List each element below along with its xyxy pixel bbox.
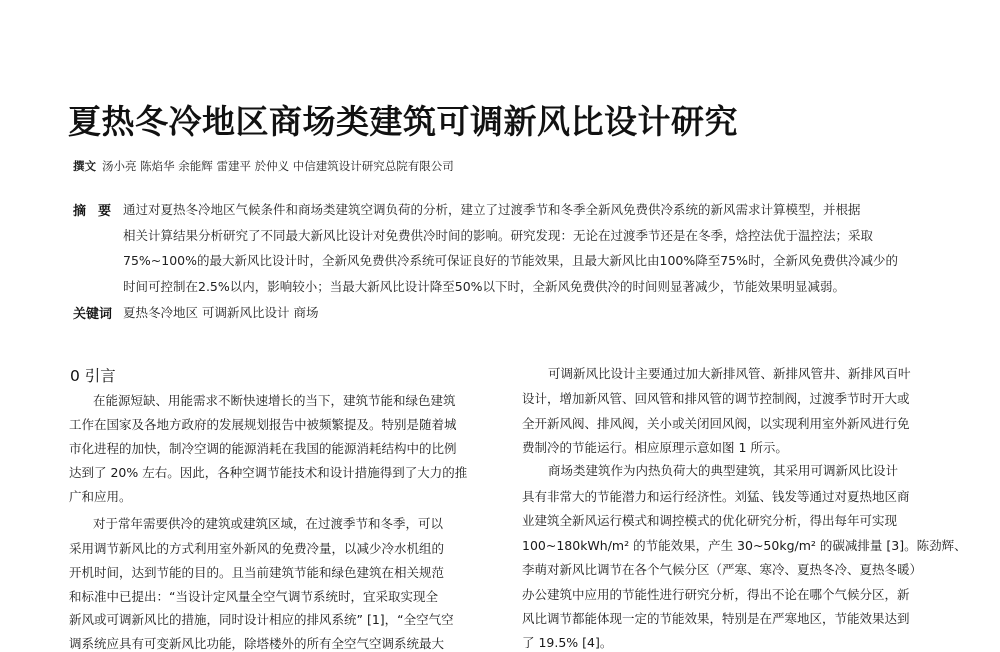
left-column-line: 达到了 20% 左右。因此，各种空调节能技术和设计措施得到了大力的推 (69, 465, 468, 480)
abstract-line: 相关计算结果分析研究了不同最大新风比设计对免费供冷时间的影响。研究发现：无论在过渡季节还是在冬季，焓控法优于温控法；采取 (123, 228, 874, 243)
left-column-line: 新风或可调新风比的措施，同时设计相应的排风系统” [1]，“全空气空 (69, 612, 454, 627)
left-column-line: 采用调节新风比的方式利用室外新风的免费冷量，以减少冷水机组的 (69, 541, 445, 556)
left-column-line: 调系统应具有可变新风比功能，除塔楼外的所有全空气空调系统最大 (69, 636, 445, 651)
right-column-line: 可调新风比设计主要通过加大新排风管、新排风管井、新排风百叶 (548, 366, 911, 381)
right-column-line: 设计，增加新风管、回风管和排风管的调节控制阀，过渡季节时开大或 (522, 391, 910, 406)
right-column-line: 具有非常大的节能潜力和运行经济性。刘猛、钱发等通过对夏热地区商 (522, 489, 910, 504)
left-column-line: 工作在国家及各地方政府的发展规划报告中被频繁提及。特别是随着城 (69, 417, 457, 432)
left-column-line: 市化进程的加快，制冷空调的能源消耗在我国的能源消耗结构中的比例 (69, 441, 457, 456)
right-column-line: 商场类建筑作为内热负荷大的典型建筑，其采用可调新风比设计 (548, 463, 899, 478)
left-column-line: 对于常年需要供冷的建筑或建筑区域，在过渡季节和冬季，可以 (93, 516, 444, 531)
authors: 汤小亮 陈焰华 余能辉 雷建平 於仲义 中信建筑设计研究总院有限公司 (102, 159, 454, 173)
right-column-line: 了 19.5% [4]。 (522, 635, 613, 650)
section-heading: 0 引言 (70, 367, 116, 385)
right-column-line: 李萌对新风比调节在各个气候分区（严寒、寒冷、夏热冬冷、夏热冬暖） (522, 562, 923, 577)
right-column-line: 100~180kWh/m² 的节能效果，产生 30~50kg/m² 的碳减排量 [3]。陈劲辉、 (522, 538, 967, 553)
abstract-line: 时间可控制在2.5%以内，影响较小；当最大新风比设计降至50%以下时，全新风免费供冷的时间则显著减少，节能效果明显减弱。 (123, 279, 846, 294)
right-column-line: 风比调节都能体现一定的节能效果，特别是在严寒地区，节能效果达到 (522, 611, 910, 626)
right-column-line: 全开新风阀、排风阀，关小或关闭回风阀，以实现利用室外新风进行免 (522, 416, 910, 431)
abstract-line: 75%~100%的最大新风比设计时，全新风免费供冷系统可保证良好的节能效果，且最大新风比由100%降至75%时，全新风免费供冷减少的 (123, 253, 899, 268)
abstract-line: 通过对夏热冬冷地区气候条件和商场类建筑空调负荷的分析，建立了过渡季节和冬季全新风免费供冷系统的新风需求计算模型，并根据 (123, 202, 861, 217)
abstract-label: 摘要 (73, 204, 124, 219)
right-column-line: 费制冷的节能运行。相应原理示意如图 1 所示。 (522, 440, 788, 455)
byline-label: 撰文 (73, 159, 96, 173)
article-title: 夏热冬冷地区商场类建筑可调新风比设计研究 (68, 102, 738, 141)
left-column-line: 广和应用。 (69, 489, 132, 504)
left-column-line: 开机时间，达到节能的目的。且当前建筑节能和绿色建筑在相关规范 (69, 565, 445, 580)
keywords-text: 夏热冬冷地区 可调新风比设计 商场 (123, 305, 319, 320)
keywords-label: 关键词 (73, 307, 113, 322)
right-column-line: 业建筑全新风运行模式和调控模式的优化研究分析，得出每年可实现 (522, 513, 898, 528)
right-column-line: 办公建筑中应用的节能性进行研究分析，得出不论在哪个气候分区，新 (522, 587, 910, 602)
left-column-line: 和标准中已提出：“当设计定风量全空气调节系统时，宜采取实现全 (69, 589, 438, 604)
byline (73, 158, 454, 174)
left-column-line: 在能源短缺、用能需求不断快速增长的当下，建筑节能和绿色建筑 (93, 393, 456, 408)
